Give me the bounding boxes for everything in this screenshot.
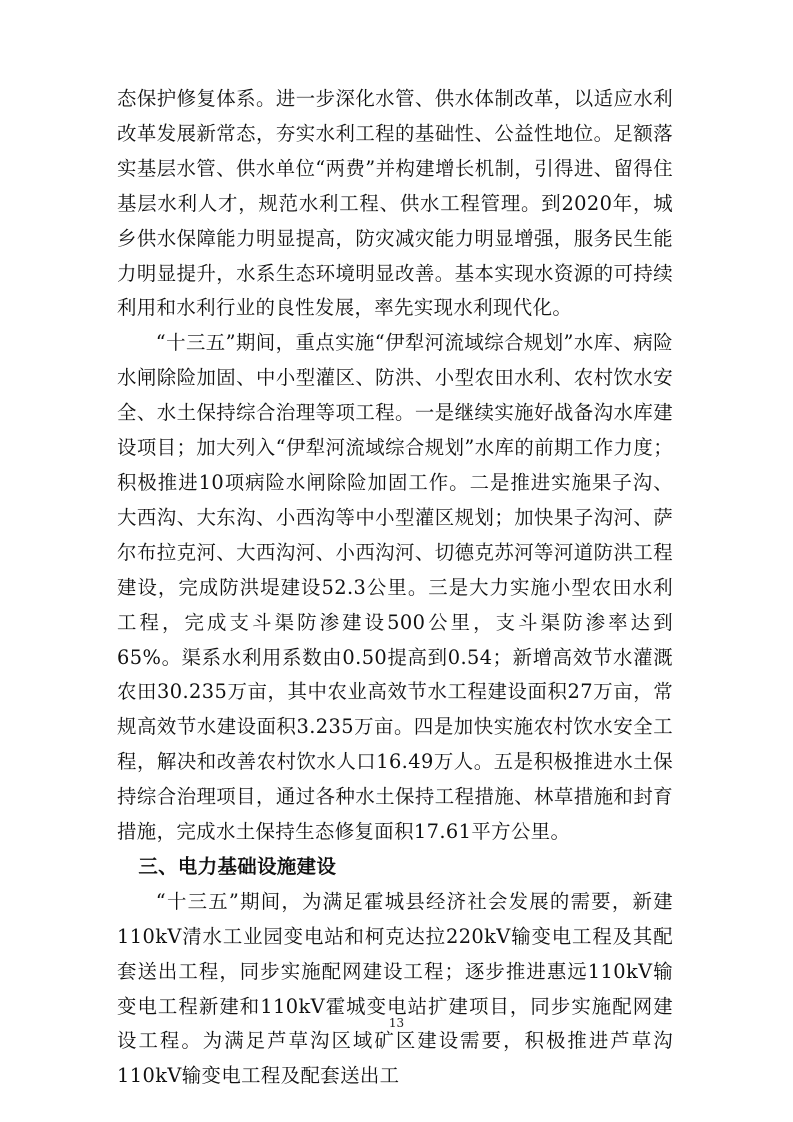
paragraph-power-grid-construction: “十三五”期间，为满足霍城县经济社会发展的需要，新建110kV清水工业园变电站和柯克达拉220kV输变电工程及其配套送出工程，同步实施配网建设工程；逐步推进惠远110kV输变电工程新建和110kV霍城变电站扩建项目，同步实施配网建设工程。为满足芦草沟区域矿区建设需要，积极推进芦草沟110kV输变电工程及配套送出工 [117,889,673,1088]
page-number: 13 [388,1016,405,1030]
paragraph-water-system-reform: 态保护修复体系。进一步深化水管、供水体制改革，以适应水利改革发展新常态，夯实水利工程的基础性、公益性地位。足额落实基层水管、供水单位“两费”并构建增长机制，引得进、留得住基层水利人才，规范水利工程、供水工程管理。到2020年，城乡供水保障能力明显提高，防灾减灾能力明显增强，服务民生能力明显提升，水系生态环境明显改善。基本实现水资源的可持续利用和水利行业的良性发展，率先实现水利现代化。 [117,87,673,320]
document-body [117,82,673,1094]
section-heading-power-infrastructure: 三、电力基础设施建设 [138,854,337,878]
paragraph-13th-five-year-water-projects: “十三五”期间，重点实施“伊犁河流域综合规划”水库、病险水闸除险加固、中小型灌区、防洪、小型农田水利、农村饮水安全、水土保持综合治理等项工程。一是继续实施好战备沟水库建设项目；加大列入“伊犁河流域综合规划”水库的前期工作力度；积极推进10项病险水闸除险加固工作。二是推进实施果子沟、大西沟、大东沟、小西沟等中小型灌区规划；加快果子沟河、萨尔布拉克河、大西沟河、小西沟河、切德克苏河等河道防洪工程建设，完成防洪堤建设52.3公里。三是大力实施小型农田水利工程，完成支斗渠防渗建设500公里，支斗渠防渗率达到65%。渠系水利用系数由0.50提高到0.54；新增高效节水灌溉农田30.235万亩，其中农业高效节水工程建设面积27万亩，常规高效节水建设面积3.235万亩。四是加快实施农村饮水安全工程，解决和改善农村饮水人口16.49万人。五是积极推进水土保持综合治理项目，通过各种水土保持工程措施、林草措施和封育措施，完成水土保持生态修复面积17.61平方公里。 [117,331,673,844]
